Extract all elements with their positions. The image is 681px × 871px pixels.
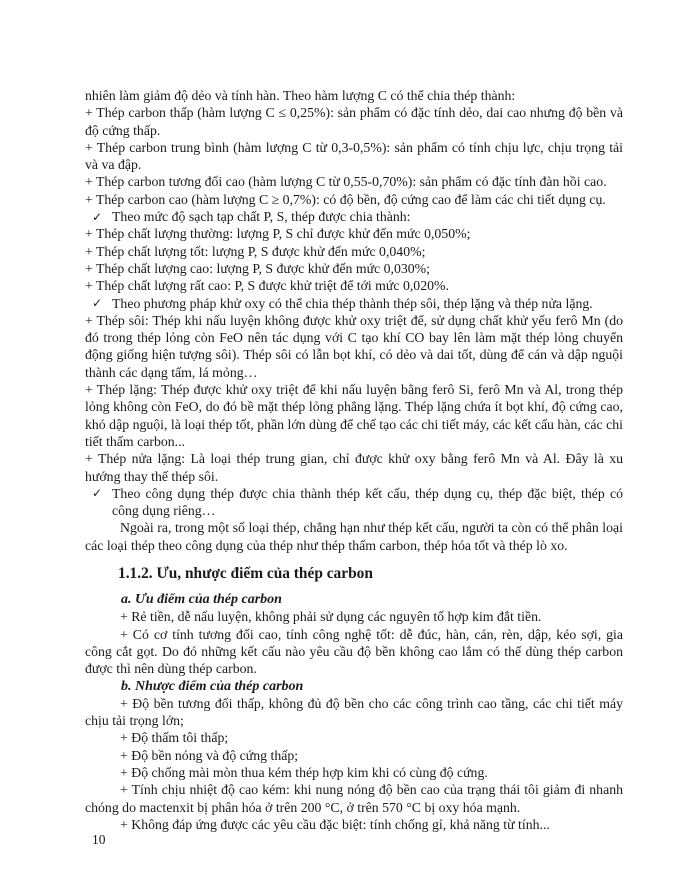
paragraph: + Không đáp ứng được các yêu cầu đặc biệt: tính chống gỉ, khả năng từ tính... <box>120 816 550 832</box>
list-item-plus: + Thép carbon thấp (hàm lượng C ≤ 0,25%): sản phẩm có đặc tính dẻo, dai cao nhưng độ bền và độ cứng thấp. <box>85 105 623 138</box>
list-item-plus: + Thép chất lượng thường: lượng P, S chỉ được khử đến mức 0,050%; <box>85 226 471 242</box>
page-content <box>85 87 623 833</box>
paragraph: + Độ thấm tôi thấp; <box>120 730 229 746</box>
paragraph: + Tính chịu nhiệt độ cao kém: khi nung nóng độ bền cao của trạng thái tôi giảm đi nhanh chóng do mactenxit bị phân hóa ở trên 200 °C, ở trên 570 °C bị oxy hóa mạnh. <box>85 782 623 815</box>
paragraph-continuation: nhiên làm giảm độ dẻo và tính hàn. Theo hàm lượng C có thể chia thép thành: <box>85 88 516 103</box>
paragraph: Ngoài ra, trong một số loại thép, chẳng hạn như thép kết cấu, người ta còn có thể phân loại các loại thép theo công dụng của thép như thép thấm carbon, thép hóa tốt và thép lò xo. <box>85 520 623 553</box>
paragraph: + Rẻ tiền, dễ nấu luyện, không phải sử dụng các nguyên tố hợp kim đắt tiền. <box>120 609 542 625</box>
list-item-check <box>85 485 623 520</box>
paragraph: + Độ bền nóng và độ cứng thấp; <box>120 747 299 763</box>
list-item-plus: + Thép carbon trung bình (hàm lượng C từ 0,3-0,5%): sản phẩm có tính chịu lực, chịu trọng tải và va đập. <box>85 139 623 173</box>
list-item-text: Theo mức độ sạch tạp chất P, S, thép được chia thành: <box>112 209 411 225</box>
subsection-heading-advantages: a. Ưu điểm của thép carbon <box>121 592 282 608</box>
check-mark-icon: ✓ <box>92 296 103 311</box>
paragraph: + Độ bền tương đối thấp, không đủ độ bền cho các công trình cao tầng, các chi tiết máy chịu tải trọng lớn; <box>85 695 623 729</box>
list-item-plus: + Thép chất lượng cao: lượng P, S được khử đến mức 0,030%; <box>85 260 430 276</box>
list-item-text: Theo công dụng thép được chia thành thép kết cấu, thép dụng cụ, thép đặc biệt, thép có công dụng riêng… <box>112 485 623 519</box>
list-item-plus: + Thép carbon cao (hàm lượng C ≥ 0,7%): có độ bền, độ cứng cao để làm các chi tiết dụng cụ. <box>85 191 606 207</box>
list-item-plus: + Thép carbon tương đối cao (hàm lượng C từ 0,55-0,70%): sản phẩm có đặc tính đàn hồi cao. <box>85 174 607 190</box>
list-item-plus: + Thép nửa lặng: Là loại thép trung gian, chỉ được khử oxy bằng ferô Mn và Al. Đây là xu hướng thay thế thép sôi. <box>85 451 623 484</box>
paragraph: + Độ chống mài mòn thua kém thép hợp kim khi có cùng độ cứng. <box>120 764 488 780</box>
list-item-check <box>85 208 623 225</box>
list-item-text: Theo phương pháp khử oxy có thể chia thép thành thép sôi, thép lặng và thép nửa lặng. <box>112 295 593 311</box>
list-item-plus: + Thép chất lượng rất cao: P, S được khử triệt để tới mức 0,020%. <box>85 278 449 294</box>
list-item-check <box>85 295 623 312</box>
page-number: 10 <box>92 832 106 847</box>
check-mark-icon: ✓ <box>92 486 103 501</box>
list-item-plus: + Thép sôi: Thép khi nấu luyện không được khử oxy triệt để, sử dụng chất khử yếu ferô Mn (do đó trong thép lỏng còn FeO nên tác dụng với C tạo khí CO bay lên làm mặt thép lỏng chuyển động giống hiện tượng sôi). Thép sôi có lẫn bọt khí, có dẻo và dai tốt, dùng để cán và dập nguội thành các dạng tấm, lá mỏng… <box>85 312 623 380</box>
list-item-plus: + Thép lặng: Thép được khử oxy triệt để khi nấu luyện bằng ferô Si, ferô Mn và Al, trong thép lỏng không còn FeO, do đó bề mặt thép lỏng phẳng lặng. Thép lặng chứa ít bọt khí, độ cứng cao, khó dập nguội, là loại thép tốt, phần lớn dùng để chế tạo các chi tiết máy, các kết cấu hàn, các chi tiết thấm carbon... <box>85 382 623 449</box>
check-mark-icon: ✓ <box>92 209 103 224</box>
paragraph: + Có cơ tính tương đối cao, tính công nghệ tốt: dễ đúc, hàn, cán, rèn, dập, kéo sợi, gia công cắt gọt. Do đó những kết cấu nào yêu cầu độ bền không cao lắm có thể dùng thép carbon được thì nên dùng thép carbon. <box>85 626 623 677</box>
list-item-plus: + Thép chất lượng tốt: lượng P, S được khử đến mức 0,040%; <box>85 243 426 259</box>
subsection-heading-disadvantages: b. Nhược điểm của thép carbon <box>121 678 304 694</box>
section-heading: 1.1.2. Ưu, nhược điểm của thép carbon <box>118 565 373 583</box>
